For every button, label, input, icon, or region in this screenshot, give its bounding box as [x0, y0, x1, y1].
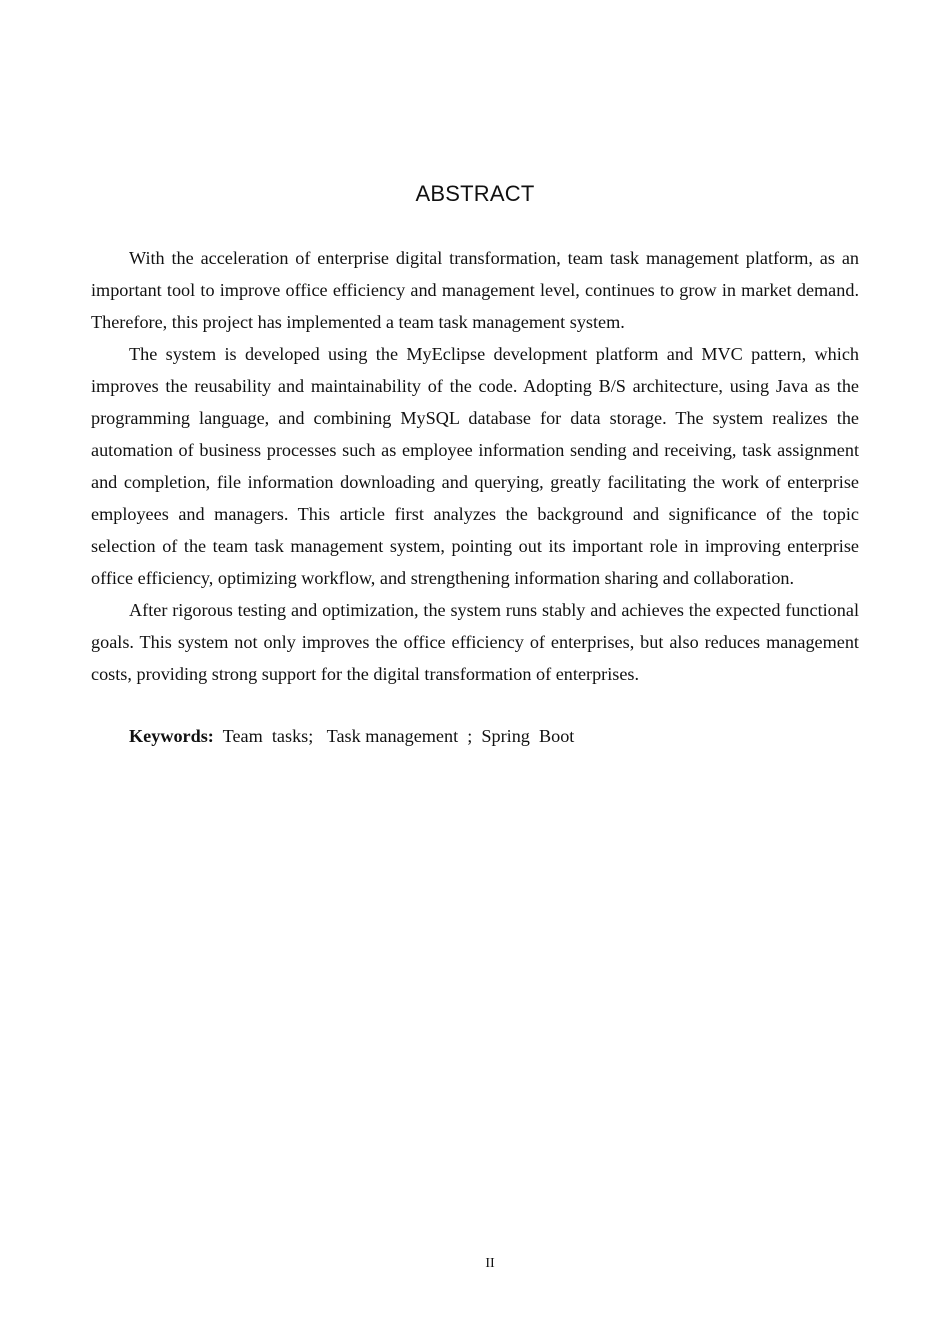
abstract-paragraph-2: The system is developed using the MyEclipse development platform and MVC pattern, which improves the reusability and maintainability of the code. Adopting B/S architecture, using Java as the programming language, and combining MySQL database for data storage. The system realizes the automation of business processes such as employee information sending and receiving, task assignment and completion, file information downloading and querying, greatly facilitating the work of enterprise employees and managers. This article first analyzes the background and significance of the topic selection of the team task management system, pointing out its important role in improving enterprise office efficiency, optimizing workflow, and strengthening information sharing and collaboration. — [91, 344, 859, 588]
keywords-label: Keywords: — [129, 726, 214, 746]
keywords-text: Team tasks; Task management ; Spring Boot — [213, 726, 575, 746]
abstract-paragraph-1: With the acceleration of enterprise digital transformation, team task management platform, as an important tool to improve office efficiency and management level, continues to grow in market demand. Therefore, this project has implemented a team task management system. — [91, 248, 859, 332]
page-number: II — [485, 1256, 495, 1271]
abstract-title: ABSTRACT — [415, 181, 535, 206]
keywords-line — [129, 720, 859, 752]
abstract-paragraph-3: After rigorous testing and optimization, the system runs stably and achieves the expected functional goals. This system not only improves the office efficiency of enterprises, but also reduces management costs, providing strong support for the digital transformation of enterprises. — [91, 600, 859, 684]
abstract-body — [91, 242, 859, 690]
